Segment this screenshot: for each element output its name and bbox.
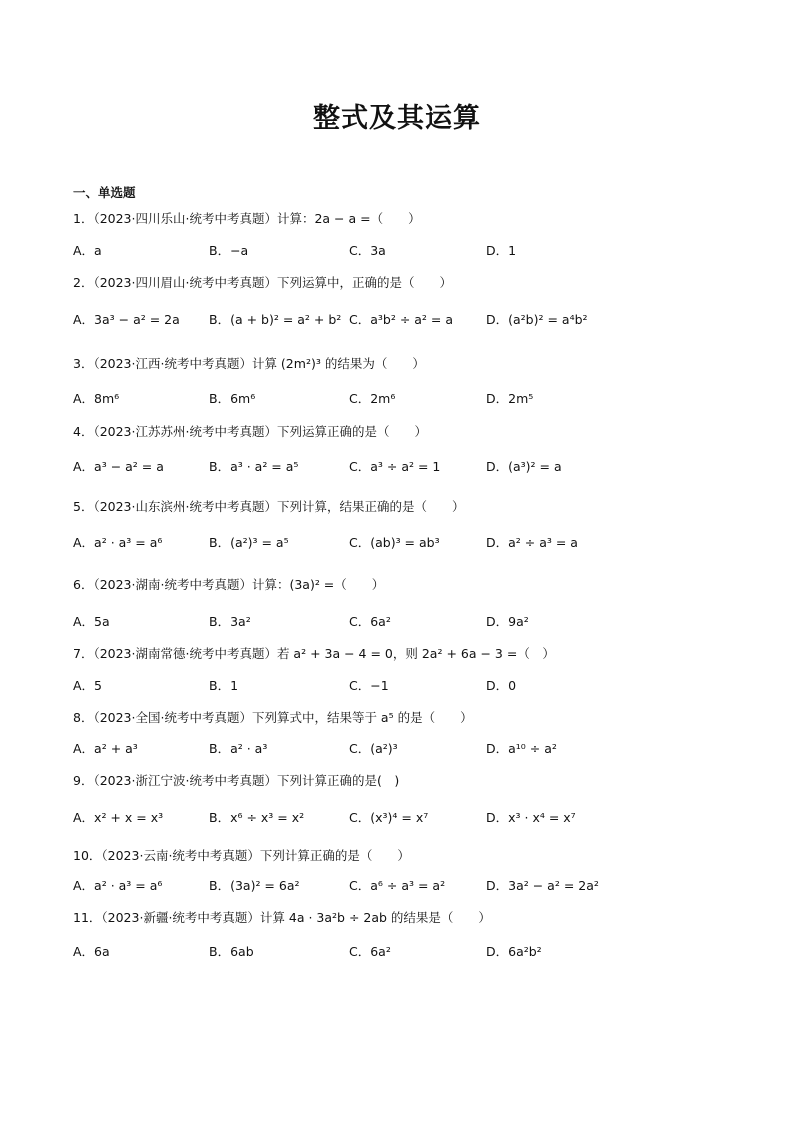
answer-option: D．(a²b)² = a⁴b²	[486, 312, 588, 327]
answer-option: C．6a²	[349, 944, 391, 959]
answer-option: B．a³ · a² = a⁵	[209, 459, 299, 474]
answer-option: A．a² · a³ = a⁶	[73, 535, 163, 550]
answer-option: B．x⁶ ÷ x³ = x²	[209, 810, 305, 825]
answer-option: C．2m⁶	[349, 391, 396, 406]
answer-option: A．5	[73, 678, 103, 693]
question-stem: 6．（2023·湖南·统考中考真题）计算：(3a)² =（ ）	[73, 577, 385, 592]
question-stem: 9．（2023·浙江宁波·统考中考真题）下列计算正确的是( )	[73, 773, 400, 788]
question-stem: 1．（2023·四川乐山·统考中考真题）计算：2a − a =（ ）	[73, 211, 421, 226]
answer-option: D．0	[486, 678, 517, 693]
section-heading: 一、单选题	[73, 185, 136, 200]
answer-option: C．a³ ÷ a² = 1	[349, 459, 441, 474]
answer-option: C．a⁶ ÷ a³ = a²	[349, 878, 446, 893]
answer-option: A．8m⁶	[73, 391, 120, 406]
answer-option: C．−1	[349, 678, 389, 693]
answer-option: B．a² · a³	[209, 741, 268, 756]
answer-option: D．x³ · x⁴ = x⁷	[486, 810, 576, 825]
question-stem: 5．（2023·山东滨州·统考中考真题）下列计算，结果正确的是（ ）	[73, 499, 465, 514]
answer-option: A．x² + x = x³	[73, 810, 164, 825]
question-stem: 11．（2023·新疆·统考中考真题）计算 4a · 3a²b ÷ 2ab 的结果是（ ）	[73, 910, 491, 925]
answer-option: D．1	[486, 243, 517, 258]
question-stem: 2．（2023·四川眉山·统考中考真题）下列运算中，正确的是（ ）	[73, 275, 452, 290]
answer-option: A．a² + a³	[73, 741, 138, 756]
answer-option: B．6ab	[209, 944, 254, 959]
answer-option: D．a² ÷ a³ = a	[486, 535, 578, 550]
answer-option: B．(a + b)² = a² + b²	[209, 312, 342, 327]
answer-option: A．6a	[73, 944, 110, 959]
answer-option: C．3a	[349, 243, 386, 258]
question-stem: 8．（2023·全国·统考中考真题）下列算式中，结果等于 a⁵ 的是（ ）	[73, 710, 473, 725]
question-stem: 10．（2023·云南·统考中考真题）下列计算正确的是（ ）	[73, 848, 410, 863]
page-title: 整式及其运算	[313, 103, 481, 134]
answer-option: B．6m⁶	[209, 391, 256, 406]
answer-option: B．1	[209, 678, 239, 693]
answer-option: B．(3a)² = 6a²	[209, 878, 300, 893]
answer-option: D．9a²	[486, 614, 529, 629]
answer-option: A．a³ − a² = a	[73, 459, 164, 474]
question-stem: 7．（2023·湖南常德·统考中考真题）若 a² + 3a − 4 = 0，则 2a² + 6a − 3 =（ ）	[73, 646, 555, 661]
answer-option: D．(a³)² = a	[486, 459, 562, 474]
answer-option: B．3a²	[209, 614, 251, 629]
answer-option: A．a	[73, 243, 102, 258]
answer-option: A．5a	[73, 614, 110, 629]
answer-option: C．(a²)³	[349, 741, 398, 756]
answer-option: A．3a³ − a² = 2a	[73, 312, 180, 327]
answer-option: D．a¹⁰ ÷ a²	[486, 741, 557, 756]
answer-option: C．(ab)³ = ab³	[349, 535, 440, 550]
question-stem: 3．（2023·江西·统考中考真题）计算 (2m²)³ 的结果为（ ）	[73, 356, 425, 371]
question-stem: 4．（2023·江苏苏州·统考中考真题）下列运算正确的是（ ）	[73, 424, 427, 439]
answer-option: A．a² · a³ = a⁶	[73, 878, 163, 893]
answer-option: D．2m⁵	[486, 391, 534, 406]
answer-option: C．(x³)⁴ = x⁷	[349, 810, 429, 825]
answer-option: D．3a² − a² = 2a²	[486, 878, 599, 893]
answer-option: D．6a²b²	[486, 944, 542, 959]
answer-option: C．6a²	[349, 614, 391, 629]
answer-option: B．(a²)³ = a⁵	[209, 535, 289, 550]
answer-option: C．a³b² ÷ a² = a	[349, 312, 454, 327]
answer-option: B．−a	[209, 243, 249, 258]
